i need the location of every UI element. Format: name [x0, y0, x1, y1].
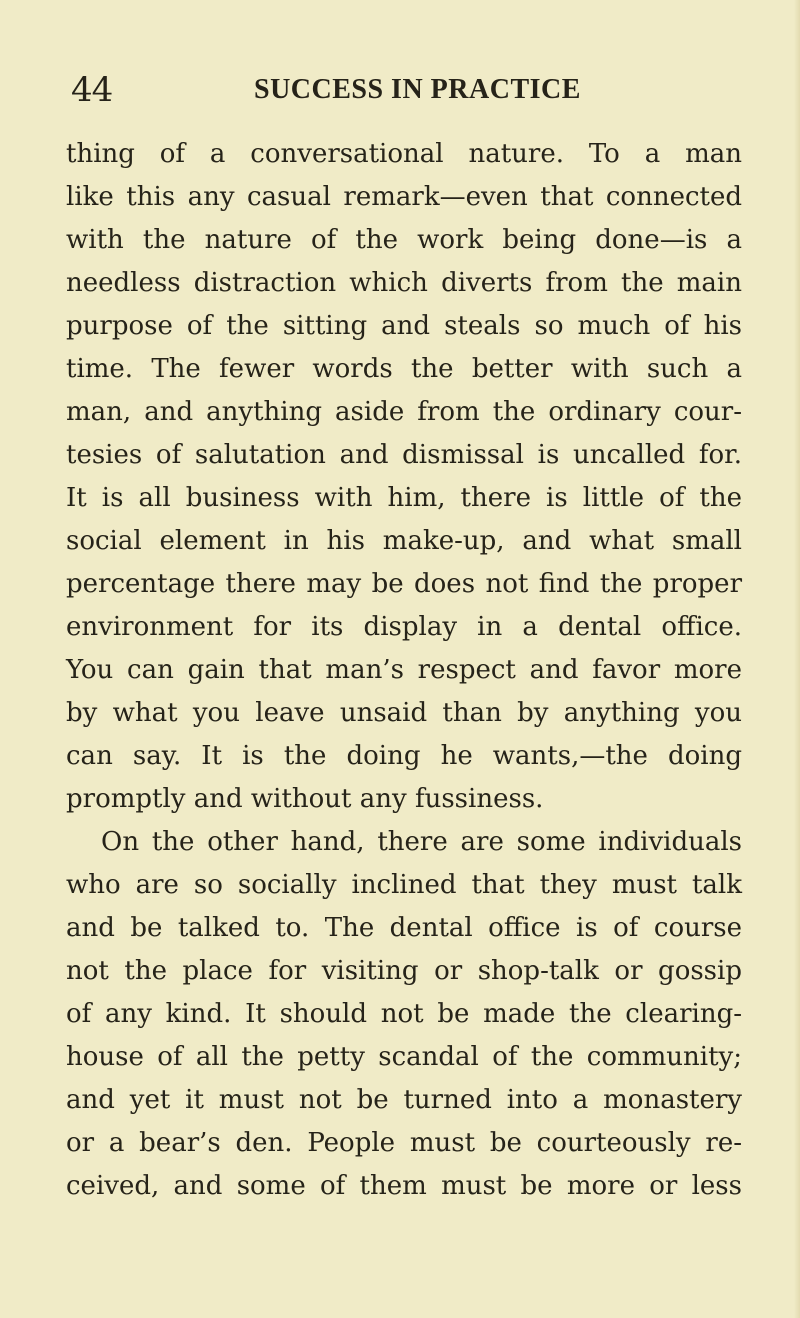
text-line: social element in his make-up, and what small: [66, 526, 742, 556]
text-line: percentage there may be does not find the proper: [66, 569, 742, 599]
running-head: [0, 70, 800, 110]
page-edge: [794, 0, 800, 1318]
text-line: of any kind. It should not be made the clearing-: [66, 999, 742, 1029]
text-line: or a bear’s den. People must be courteously re-: [66, 1128, 742, 1158]
text-line: purpose of the sitting and steals so much of his: [66, 311, 742, 341]
text-line: ceived, and some of them must be more or less: [66, 1171, 742, 1201]
text-line: house of all the petty scandal of the community;: [66, 1042, 742, 1072]
text-line: with the nature of the work being done—is a: [66, 225, 742, 255]
text-line: man, and anything aside from the ordinary cour-: [66, 397, 742, 427]
running-title: SUCCESS IN PRACTICE: [254, 74, 581, 105]
text-line: needless distraction which diverts from the main: [66, 268, 742, 298]
text-line-paragraph-end: promptly and without any fussiness.: [66, 784, 544, 814]
text-line: and be talked to. The dental office is of course: [66, 913, 742, 943]
body-text: [66, 133, 742, 1208]
text-line: not the place for visiting or shop-talk or gossip: [66, 956, 742, 986]
page-number: 44: [71, 70, 113, 110]
text-line: and yet it must not be turned into a monastery: [66, 1085, 742, 1115]
text-line: It is all business with him, there is little of the: [66, 483, 742, 513]
text-line-paragraph-start: On the other hand, there are some individuals: [101, 827, 742, 857]
text-line: environment for its display in a dental office.: [66, 612, 742, 642]
text-line: who are so socially inclined that they must talk: [66, 870, 742, 900]
text-line: like this any casual remark—even that connected: [66, 182, 742, 212]
text-line: tesies of salutation and dismissal is uncalled for.: [66, 440, 742, 470]
text-line: thing of a conversational nature. To a man: [66, 139, 742, 169]
text-line: by what you leave unsaid than by anything you: [66, 698, 742, 728]
text-line: You can gain that man’s respect and favor more: [66, 655, 742, 685]
text-line: time. The fewer words the better with such a: [66, 354, 742, 384]
text-line: can say. It is the doing he wants,—the doing: [66, 741, 742, 771]
